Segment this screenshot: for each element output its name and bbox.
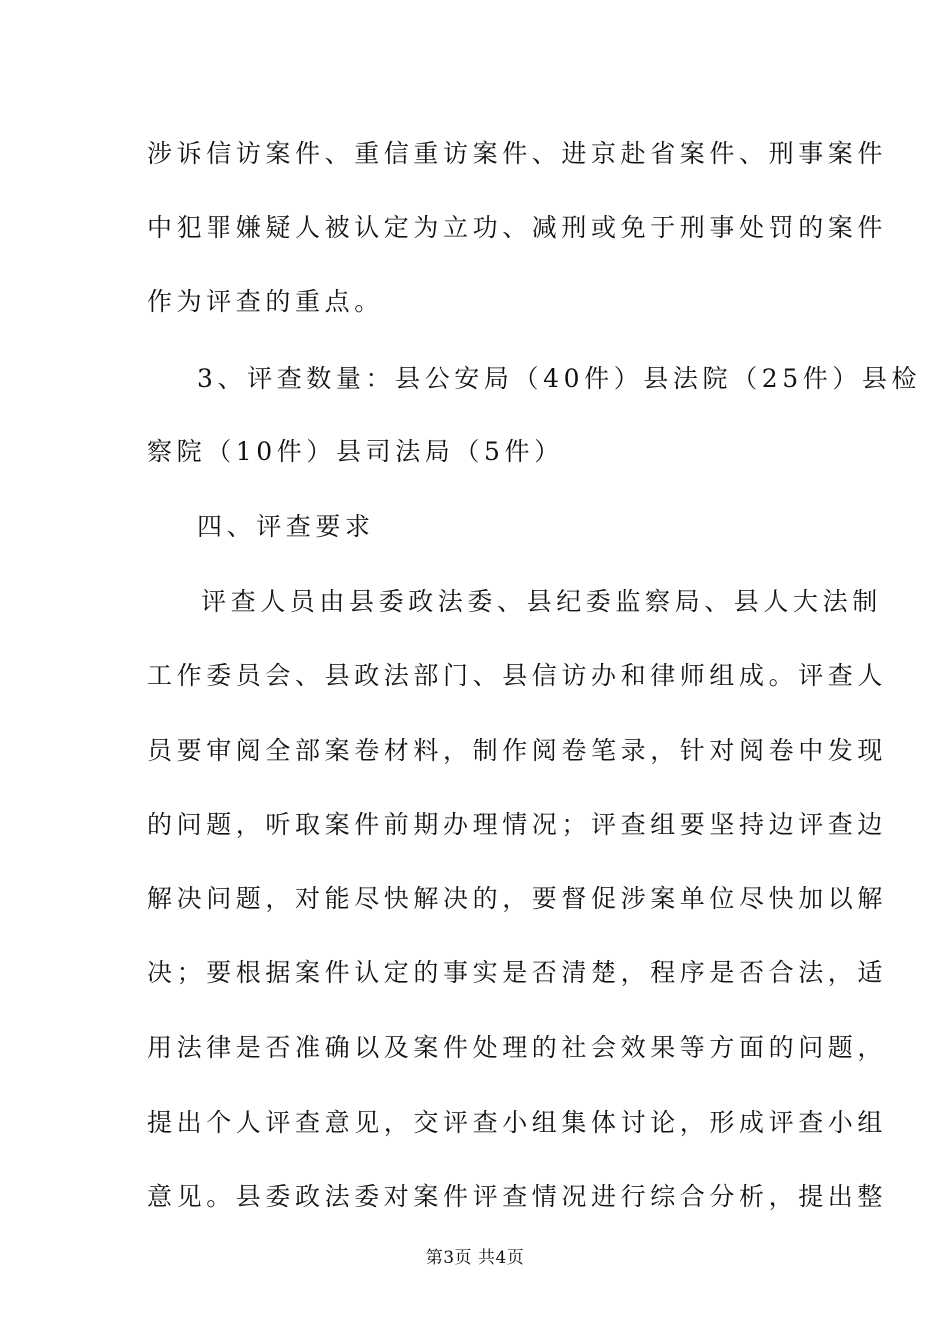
text-line: 用法律是否准确以及案件处理的社会效果等方面的问题， [147, 1033, 888, 1062]
section-heading: 四、评查要求 [197, 512, 375, 541]
text-line: 提出个人评查意见，交评查小组集体讨论，形成评查小组 [147, 1108, 888, 1137]
page-footer: 第3页 共4页 [425, 1248, 525, 1268]
text-line: 决；要根据案件认定的事实是否清楚，程序是否合法，适 [147, 958, 888, 987]
text-line: 工作委员会、县政法部门、县信访办和律师组成。评查人 [147, 661, 888, 690]
text-line: 中犯罪嫌疑人被认定为立功、减刑或免于刑事处罚的案件 [147, 213, 888, 242]
text-line: 作为评查的重点。 [147, 287, 384, 316]
text-line: 3、评查数量：县公安局（40件）县法院（25件）县检 [197, 364, 922, 393]
text-line: 员要审阅全部案卷材料，制作阅卷笔录，针对阅卷中发现 [147, 736, 888, 765]
text-line: 解决问题，对能尽快解决的，要督促涉案单位尽快加以解 [147, 884, 888, 913]
text-line: 评查人员由县委政法委、县纪委监察局、县人大法制 [201, 587, 882, 616]
text-line: 意见。县委政法委对案件评查情况进行综合分析，提出整 [147, 1182, 888, 1211]
text-line: 的问题，听取案件前期办理情况；评查组要坚持边评查边 [147, 810, 888, 839]
text-line: 涉诉信访案件、重信重访案件、进京赴省案件、刑事案件 [147, 139, 888, 168]
text-line: 察院（10件）县司法局（5件） [147, 437, 564, 466]
